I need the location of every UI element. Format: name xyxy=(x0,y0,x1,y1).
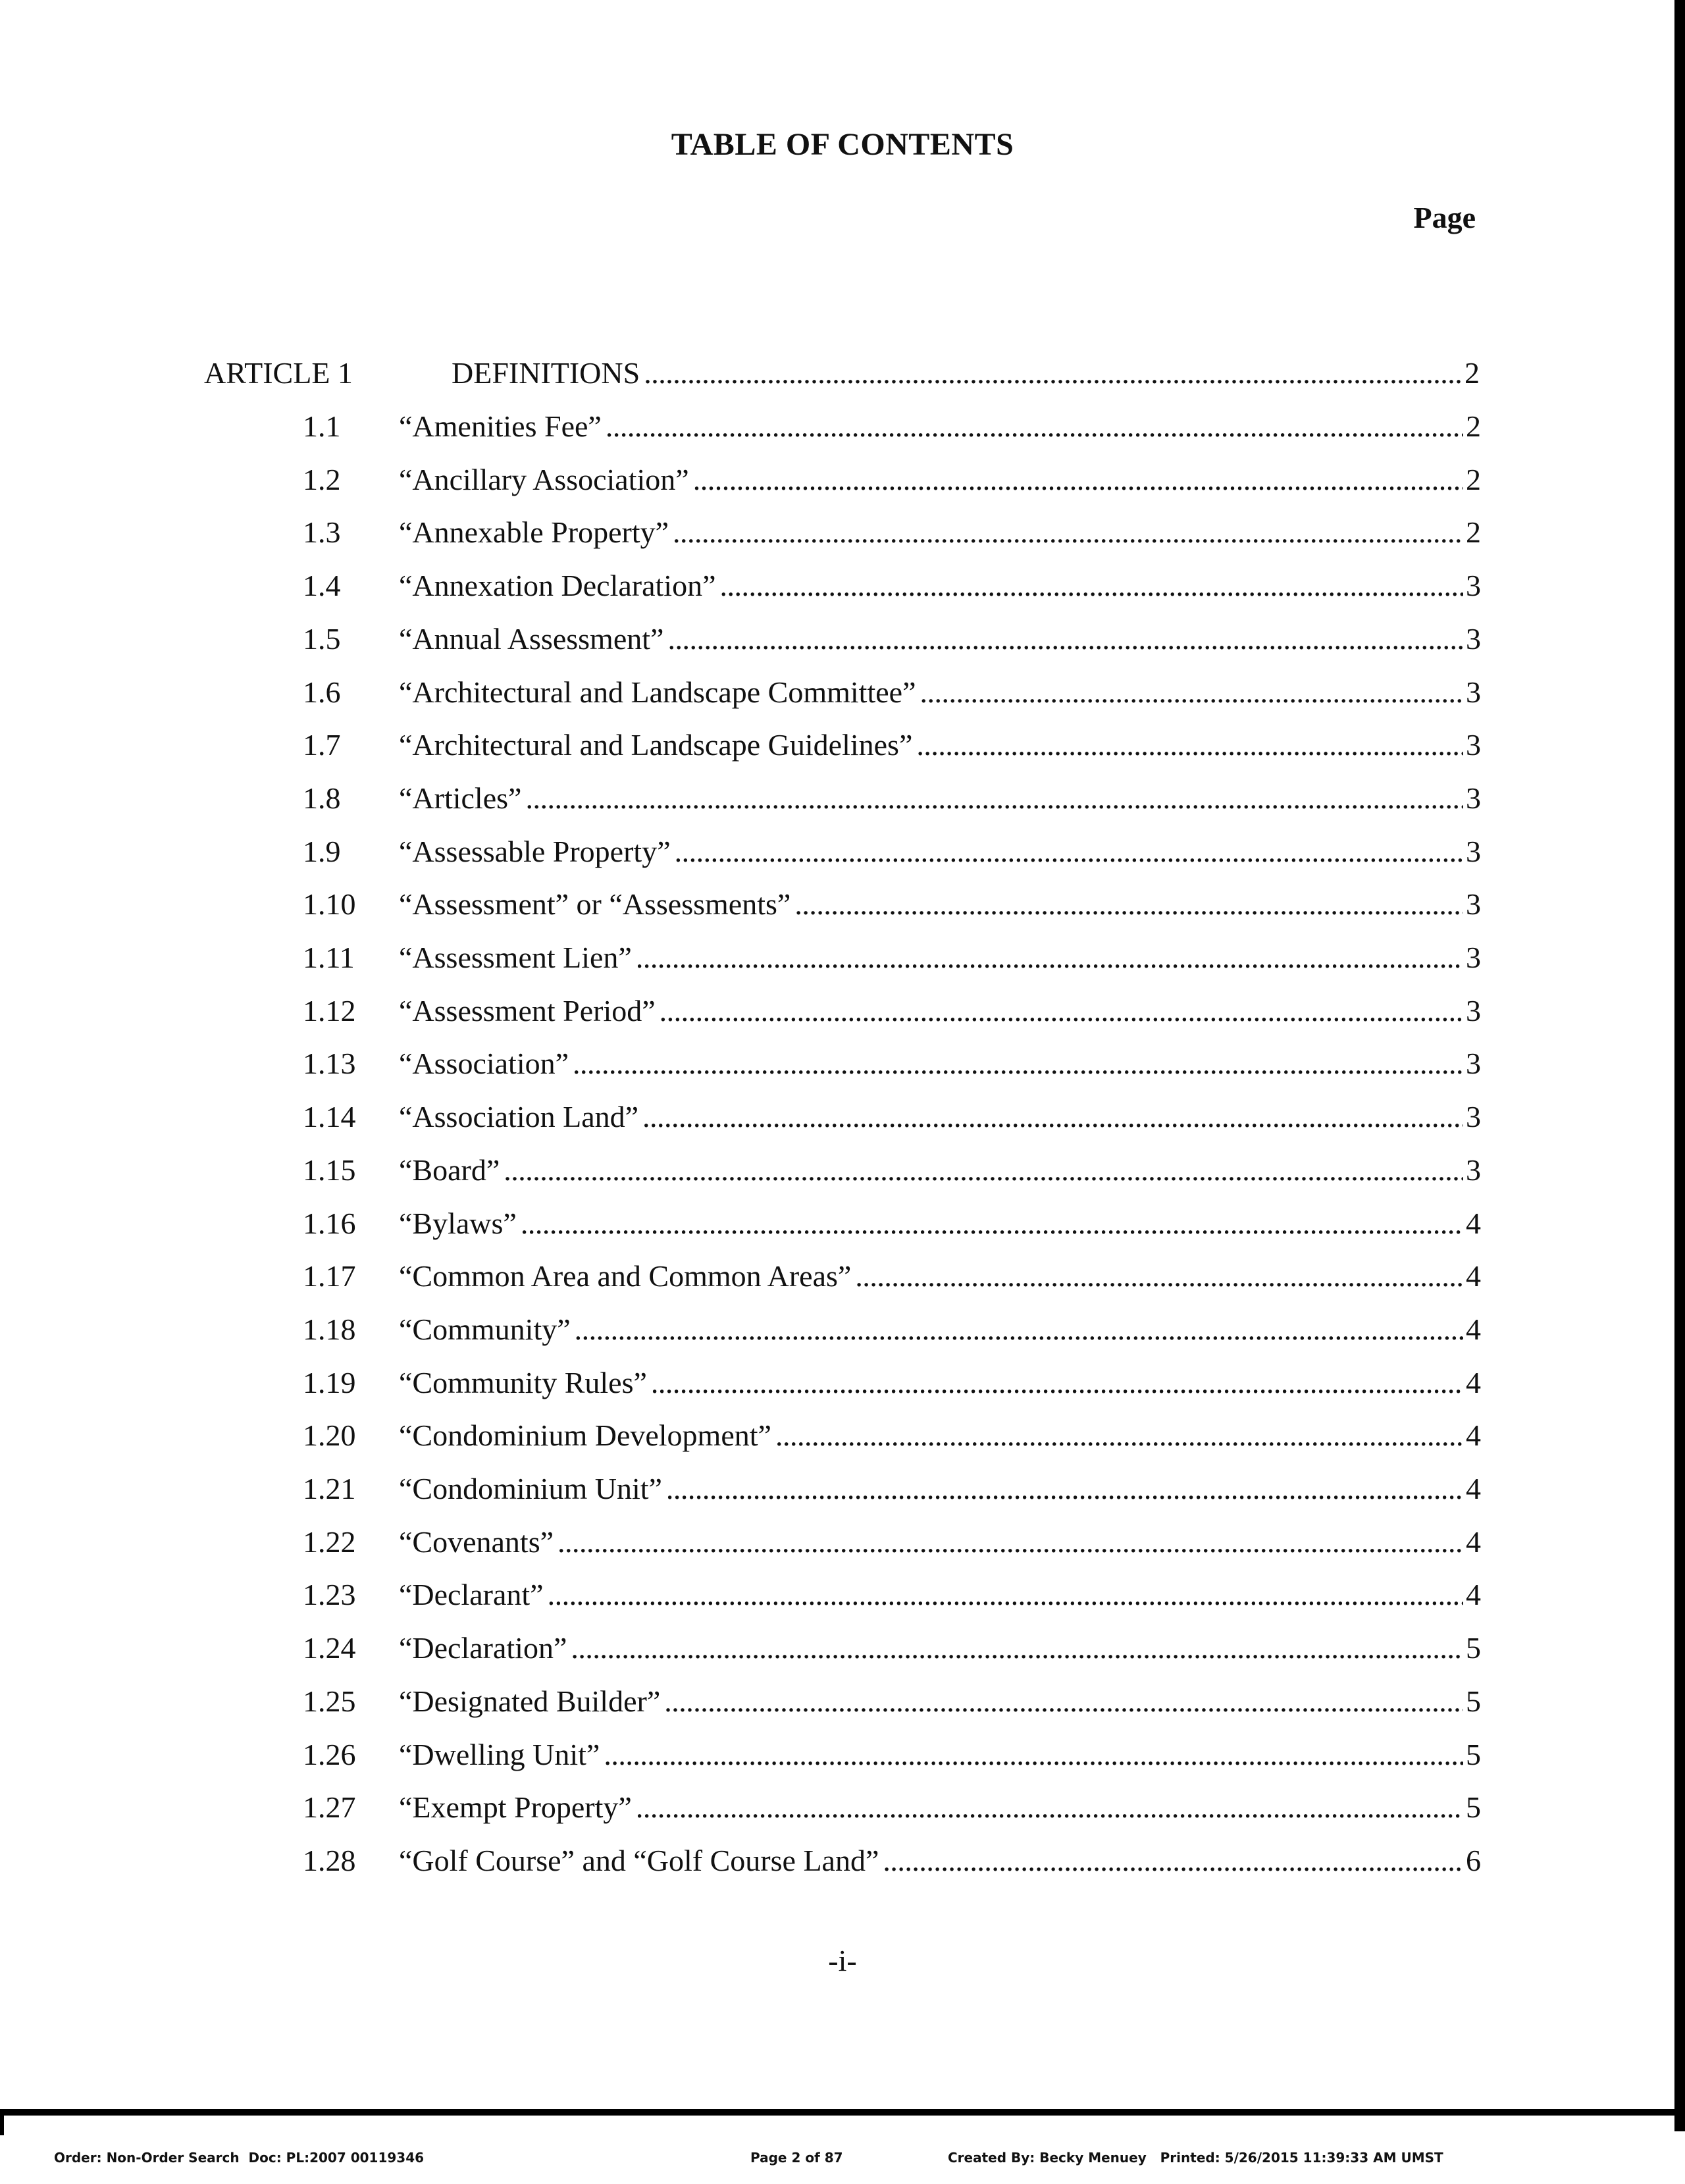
entry-number: 1.19 xyxy=(303,1366,356,1399)
entry-number: 1.22 xyxy=(303,1525,356,1559)
toc-entry xyxy=(0,1737,1685,1783)
entry-line xyxy=(399,1099,1481,1134)
entry-line xyxy=(399,1790,1481,1825)
entry-title: “Architectural and Landscape Guidelines” xyxy=(399,728,913,762)
toc-entry xyxy=(0,1099,1685,1145)
entry-number: 1.6 xyxy=(303,675,341,709)
toc-entry xyxy=(0,993,1685,1039)
entry-number: 1.18 xyxy=(303,1313,356,1346)
entry-page: 3 xyxy=(1466,675,1481,709)
entry-title: “Board” xyxy=(399,1153,500,1187)
entry-number: 1.1 xyxy=(303,409,341,443)
entry-title: “Amenities Fee” xyxy=(399,409,602,443)
entry-page: 2 xyxy=(1466,409,1481,443)
dot-leader xyxy=(525,781,1463,816)
entry-title: “Assessable Property” xyxy=(399,835,671,868)
entry-line xyxy=(399,409,1481,444)
entry-line xyxy=(399,1153,1481,1187)
entry-number: 1.7 xyxy=(303,728,341,762)
toc-entry xyxy=(0,1259,1685,1305)
dot-leader xyxy=(571,1630,1463,1665)
entry-line xyxy=(399,568,1481,603)
entry-line xyxy=(399,515,1481,550)
entry-title: “Assessment Lien” xyxy=(399,941,632,974)
entry-page: 2 xyxy=(1466,463,1481,496)
dot-leader xyxy=(636,1790,1463,1825)
toc-entry xyxy=(0,462,1685,508)
toc-entry xyxy=(0,621,1685,667)
entry-number: 1.8 xyxy=(303,781,341,815)
entry-title: “Annexation Declaration” xyxy=(399,569,716,602)
toc-entry xyxy=(0,834,1685,880)
entry-number: 1.12 xyxy=(303,994,356,1027)
dot-leader xyxy=(666,1471,1463,1506)
entry-number: 1.23 xyxy=(303,1578,356,1611)
entry-line xyxy=(399,675,1481,710)
entry-title: “Declarant” xyxy=(399,1578,544,1611)
entry-page: 5 xyxy=(1466,1790,1481,1824)
entry-page: 4 xyxy=(1466,1578,1481,1611)
dot-leader xyxy=(644,355,1462,390)
entry-title: “Common Area and Common Areas” xyxy=(399,1259,852,1293)
entry-line xyxy=(399,993,1481,1028)
entry-page: 3 xyxy=(1466,728,1481,762)
entry-number: 1.9 xyxy=(303,835,341,868)
footer-tick xyxy=(0,2116,4,2135)
entry-title: “Declaration” xyxy=(399,1631,567,1665)
toc-entry xyxy=(0,1153,1685,1199)
dot-leader xyxy=(575,1312,1463,1347)
entry-line xyxy=(399,1684,1481,1719)
dot-leader xyxy=(855,1259,1463,1293)
footer-page: Page 2 of 87 xyxy=(750,2150,843,2166)
entry-page: 5 xyxy=(1466,1738,1481,1771)
entry-line xyxy=(399,1577,1481,1612)
entry-title: “Condominium Development” xyxy=(399,1418,771,1452)
entry-page: 5 xyxy=(1466,1684,1481,1718)
entry-number: 1.25 xyxy=(303,1684,356,1718)
toc-entry xyxy=(0,1046,1685,1092)
entry-line xyxy=(399,1737,1481,1772)
entry-line xyxy=(399,1630,1481,1665)
entry-title: “Association” xyxy=(399,1047,569,1080)
dot-leader xyxy=(604,1737,1463,1772)
entry-title: “Community” xyxy=(399,1313,571,1346)
entry-title: “Covenants” xyxy=(399,1525,554,1559)
toc-entry xyxy=(0,1365,1685,1411)
entry-title: “Association Land” xyxy=(399,1100,639,1133)
entry-number: 1.13 xyxy=(303,1047,356,1080)
toc-entry xyxy=(0,727,1685,773)
entry-title: “Assessment” or “Assessments” xyxy=(399,887,791,921)
toc-entry xyxy=(0,1524,1685,1571)
toc-entry xyxy=(0,1577,1685,1623)
entry-page: 5 xyxy=(1466,1631,1481,1665)
dot-leader xyxy=(916,727,1463,762)
dot-leader xyxy=(548,1577,1463,1612)
entry-page: 4 xyxy=(1466,1259,1481,1293)
entry-line xyxy=(399,781,1481,816)
toc-entry xyxy=(0,1684,1685,1730)
entry-page: 3 xyxy=(1466,781,1481,815)
entry-line xyxy=(399,1418,1481,1453)
entry-title: “Condominium Unit” xyxy=(399,1472,662,1505)
entry-number: 1.17 xyxy=(303,1259,356,1293)
entry-page: 3 xyxy=(1466,887,1481,921)
dot-leader xyxy=(504,1153,1463,1187)
dot-leader xyxy=(573,1046,1463,1081)
entry-line xyxy=(399,1843,1481,1878)
entry-line xyxy=(399,1259,1481,1293)
toc-entry xyxy=(0,515,1685,561)
toc-entry xyxy=(0,1790,1685,1836)
entry-line xyxy=(399,1365,1481,1400)
toc-entry xyxy=(0,1312,1685,1358)
dot-leader xyxy=(651,1365,1463,1400)
entry-page: 4 xyxy=(1466,1366,1481,1399)
dot-leader xyxy=(642,1099,1463,1134)
entry-title: “Annexable Property” xyxy=(399,515,669,549)
entry-page: 3 xyxy=(1466,1153,1481,1187)
entry-title: “Articles” xyxy=(399,781,522,815)
article-title: DEFINITIONS xyxy=(452,356,640,390)
entry-title: “Exempt Property” xyxy=(399,1790,632,1824)
toc-entry xyxy=(0,1418,1685,1464)
dot-leader xyxy=(675,834,1463,869)
page-title: TABLE OF CONTENTS xyxy=(671,127,1014,162)
entry-number: 1.5 xyxy=(303,622,341,656)
entry-line xyxy=(399,727,1481,762)
dot-leader xyxy=(720,568,1464,603)
entry-line xyxy=(399,940,1481,975)
entry-page: 3 xyxy=(1466,622,1481,656)
entry-page: 3 xyxy=(1466,1047,1481,1080)
dot-leader xyxy=(673,515,1463,550)
footer-order: Order: Non-Order Search Doc: PL:2007 00119346 xyxy=(54,2150,425,2166)
entry-line xyxy=(399,834,1481,869)
entry-number: 1.24 xyxy=(303,1631,356,1665)
footer-rule xyxy=(0,2109,1685,2116)
toc-entry xyxy=(0,409,1685,455)
toc-entry xyxy=(0,781,1685,827)
entry-page: 4 xyxy=(1466,1472,1481,1505)
entry-page: 6 xyxy=(1466,1844,1481,1877)
entry-line xyxy=(399,1312,1481,1347)
entry-title: “Bylaws” xyxy=(399,1207,517,1240)
entry-number: 1.15 xyxy=(303,1153,356,1187)
dot-leader xyxy=(636,940,1463,975)
entry-line xyxy=(399,621,1481,656)
page-column-heading: Page xyxy=(1413,201,1476,234)
toc-entry xyxy=(0,1630,1685,1677)
entry-number: 1.2 xyxy=(303,463,341,496)
dot-leader xyxy=(794,887,1463,922)
entry-number: 1.11 xyxy=(303,941,355,974)
entry-title: “Architectural and Landscape Committee” xyxy=(399,675,916,709)
toc-entry xyxy=(0,1206,1685,1252)
entry-number: 1.28 xyxy=(303,1844,356,1877)
entry-page: 4 xyxy=(1466,1313,1481,1346)
entry-page: 3 xyxy=(1466,569,1481,602)
entry-title: “Golf Course” and “Golf Course Land” xyxy=(399,1844,879,1877)
toc-entry xyxy=(0,568,1685,614)
article-page: 2 xyxy=(1465,356,1480,390)
footer-created: Created By: Becky Menuey Printed: 5/26/2015 11:39:33 AM UMST xyxy=(948,2150,1443,2166)
dot-leader xyxy=(693,462,1463,497)
entry-line xyxy=(399,1524,1481,1559)
entry-number: 1.27 xyxy=(303,1790,356,1824)
entry-title: “Dwelling Unit” xyxy=(399,1738,600,1771)
dot-leader xyxy=(521,1206,1463,1241)
entry-number: 1.3 xyxy=(303,515,341,549)
entry-number: 1.16 xyxy=(303,1207,356,1240)
entry-number: 1.21 xyxy=(303,1472,356,1505)
entry-page: 4 xyxy=(1466,1207,1481,1240)
entry-page: 3 xyxy=(1466,941,1481,974)
entry-line xyxy=(399,887,1481,922)
toc-article-row xyxy=(0,355,1685,402)
entry-page: 3 xyxy=(1466,1100,1481,1133)
entry-title: “Assessment Period” xyxy=(399,994,656,1027)
toc-entry xyxy=(0,940,1685,986)
dot-leader xyxy=(606,409,1463,444)
dot-leader xyxy=(667,621,1463,656)
toc-article-line xyxy=(452,355,1480,390)
entry-page: 3 xyxy=(1466,994,1481,1027)
entry-page: 4 xyxy=(1466,1525,1481,1559)
dot-leader xyxy=(920,675,1463,710)
toc-entry xyxy=(0,675,1685,721)
page-number: -i- xyxy=(828,1944,857,1977)
entry-line xyxy=(399,1471,1481,1506)
entry-number: 1.4 xyxy=(303,569,341,602)
entry-title: “Annual Assessment” xyxy=(399,622,664,656)
entry-number: 1.14 xyxy=(303,1100,356,1133)
entry-title: “Community Rules” xyxy=(399,1366,647,1399)
article-number: ARTICLE 1 xyxy=(204,356,353,390)
dot-leader xyxy=(660,993,1463,1028)
toc-entry xyxy=(0,1471,1685,1517)
entry-line xyxy=(399,1206,1481,1241)
entry-title: “Ancillary Association” xyxy=(399,463,689,496)
entry-page: 2 xyxy=(1466,515,1481,549)
entry-line xyxy=(399,1046,1481,1081)
dot-leader xyxy=(775,1418,1463,1453)
entry-title: “Designated Builder” xyxy=(399,1684,661,1718)
toc-entry xyxy=(0,1843,1685,1889)
dot-leader xyxy=(664,1684,1463,1719)
dot-leader xyxy=(883,1843,1463,1878)
entry-page: 4 xyxy=(1466,1418,1481,1452)
toc-entry xyxy=(0,887,1685,933)
entry-line xyxy=(399,462,1481,497)
entry-number: 1.20 xyxy=(303,1418,356,1452)
entry-number: 1.26 xyxy=(303,1738,356,1771)
dot-leader xyxy=(557,1524,1463,1559)
entry-number: 1.10 xyxy=(303,887,356,921)
entry-page: 3 xyxy=(1466,835,1481,868)
